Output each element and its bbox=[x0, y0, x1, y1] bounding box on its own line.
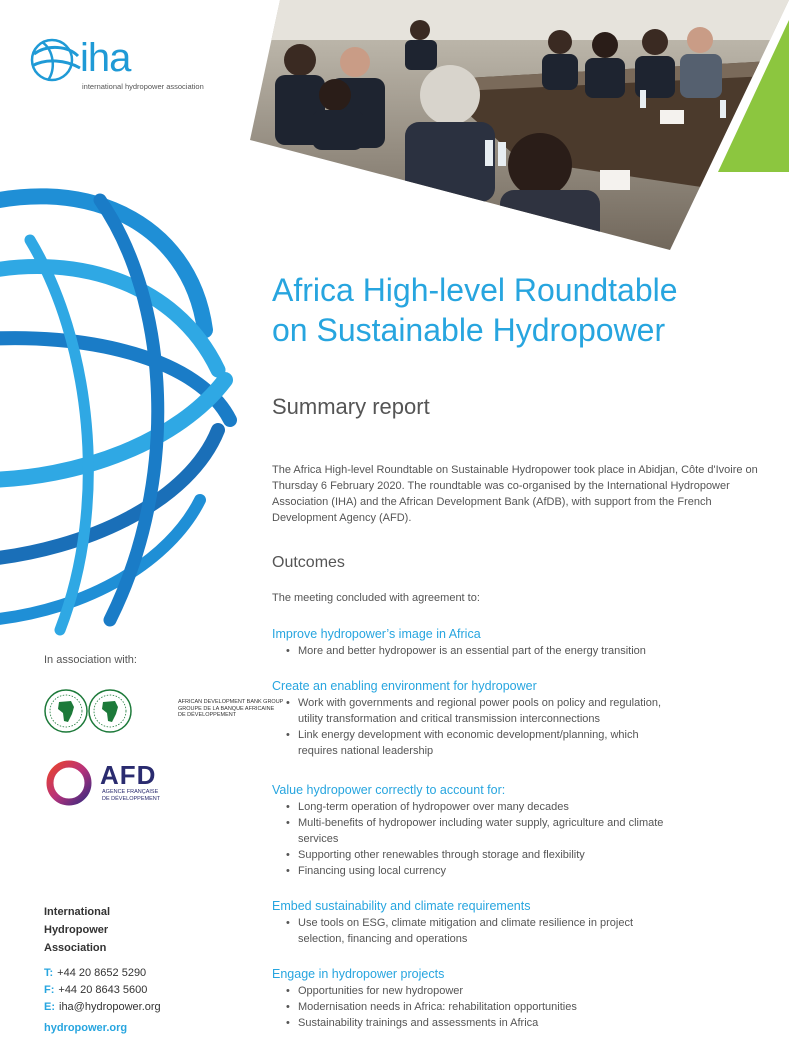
outcome-section-value bbox=[272, 782, 772, 879]
outcome-section-heading: Improve hydropower’s image in Africa bbox=[272, 627, 481, 641]
outcome-item: • More and better hydropower is an essential part of the energy transition bbox=[298, 643, 678, 659]
outcome-section-image bbox=[272, 626, 772, 659]
outcome-section-heading: Create an enabling environment for hydropower bbox=[272, 679, 537, 693]
blue-globe-swoosh-graphic bbox=[0, 180, 240, 650]
afdb-seal-icon bbox=[44, 688, 174, 734]
website-link[interactable]: hydropower.org bbox=[44, 1022, 128, 1034]
outcome-list bbox=[272, 915, 772, 947]
intro-paragraph: The Africa High-level Roundtable on Sustainable Hydropower took place in Abidjan, Côte d'Ivoire on Thursday 6 February 2020. The roundtable was co-organised by the International Hydropower Association (IHA) and the African Development Bank (AfDB), with support from the French Development Agency (AFD). bbox=[272, 464, 758, 524]
title-line-2: on Sustainable Hydropower bbox=[272, 312, 666, 348]
outcome-section-sustainability bbox=[272, 898, 772, 947]
outcome-item: • Use tools on ESG, climate mitigation and climate resilience in project selection, financing and operations bbox=[298, 915, 678, 947]
contact-fax: F: +44 20 8643 5600 bbox=[44, 984, 148, 996]
association-label: In association with: bbox=[44, 654, 137, 666]
outcome-item: • Financing using local currency bbox=[298, 863, 678, 879]
afd-subtitle: AGENCE FRANÇAISE DE DÉVELOPPEMENT bbox=[102, 789, 161, 802]
outcome-list bbox=[272, 643, 772, 659]
contact-email[interactable]: E: iha@hydropower.org bbox=[44, 1001, 161, 1013]
afd-wordmark: AFD bbox=[100, 760, 157, 790]
contact-phone: T: +44 20 8652 5290 bbox=[44, 967, 147, 979]
outcome-item: • Modernisation needs in Africa: rehabilitation opportunities bbox=[298, 999, 678, 1015]
outcome-item: • Link energy development with economic development/planning, which requires national leadership bbox=[298, 727, 678, 759]
page-title bbox=[272, 270, 772, 350]
org-name: International Hydropower Association bbox=[44, 906, 111, 954]
page-subtitle: Summary report bbox=[272, 394, 430, 419]
outcome-section-heading: Engage in hydropower projects bbox=[272, 967, 445, 981]
outcome-item: • Work with governments and regional power pools on policy and regulation, utility transformation and critical transmission interconnections bbox=[298, 695, 678, 727]
iha-logo bbox=[28, 30, 228, 92]
outcome-item: • Multi-benefits of hydropower including water supply, agriculture and climate services bbox=[298, 815, 678, 847]
afdb-name: AFRICAN DEVELOPMENT BANK GROUP GROUPE DE LA BANQUE AFRICAINE DE DÉVELOPPEMENT bbox=[178, 699, 284, 718]
outcome-section-environment bbox=[272, 678, 772, 759]
afdb-logo bbox=[44, 688, 284, 734]
outcome-section-heading: Embed sustainability and climate requirements bbox=[272, 899, 531, 913]
outcome-item: • Sustainability trainings and assessments in Africa bbox=[298, 1015, 678, 1031]
outcome-section-heading: Value hydropower correctly to account for: bbox=[272, 783, 506, 797]
afd-ring-icon bbox=[44, 758, 94, 808]
outcomes-lead: The meeting concluded with agreement to: bbox=[272, 592, 480, 604]
outcome-item: • Supporting other renewables through storage and flexibility bbox=[298, 847, 678, 863]
contact-block bbox=[44, 903, 244, 1037]
outcome-list bbox=[272, 695, 772, 759]
outcome-list bbox=[272, 983, 772, 1031]
iha-globe-icon bbox=[28, 36, 84, 84]
outcome-item: • Long-term operation of hydropower over many decades bbox=[298, 799, 678, 815]
outcomes-heading: Outcomes bbox=[272, 554, 345, 571]
afd-logo bbox=[44, 758, 184, 808]
iha-logo-word: iha bbox=[80, 36, 131, 80]
outcome-item: • Opportunities for new hydropower bbox=[298, 983, 678, 999]
outcome-section-projects bbox=[272, 966, 772, 1031]
outcome-list bbox=[272, 799, 772, 879]
title-line-1: Africa High-level Roundtable bbox=[272, 272, 678, 308]
iha-logo-tagline: international hydropower association bbox=[82, 82, 204, 91]
